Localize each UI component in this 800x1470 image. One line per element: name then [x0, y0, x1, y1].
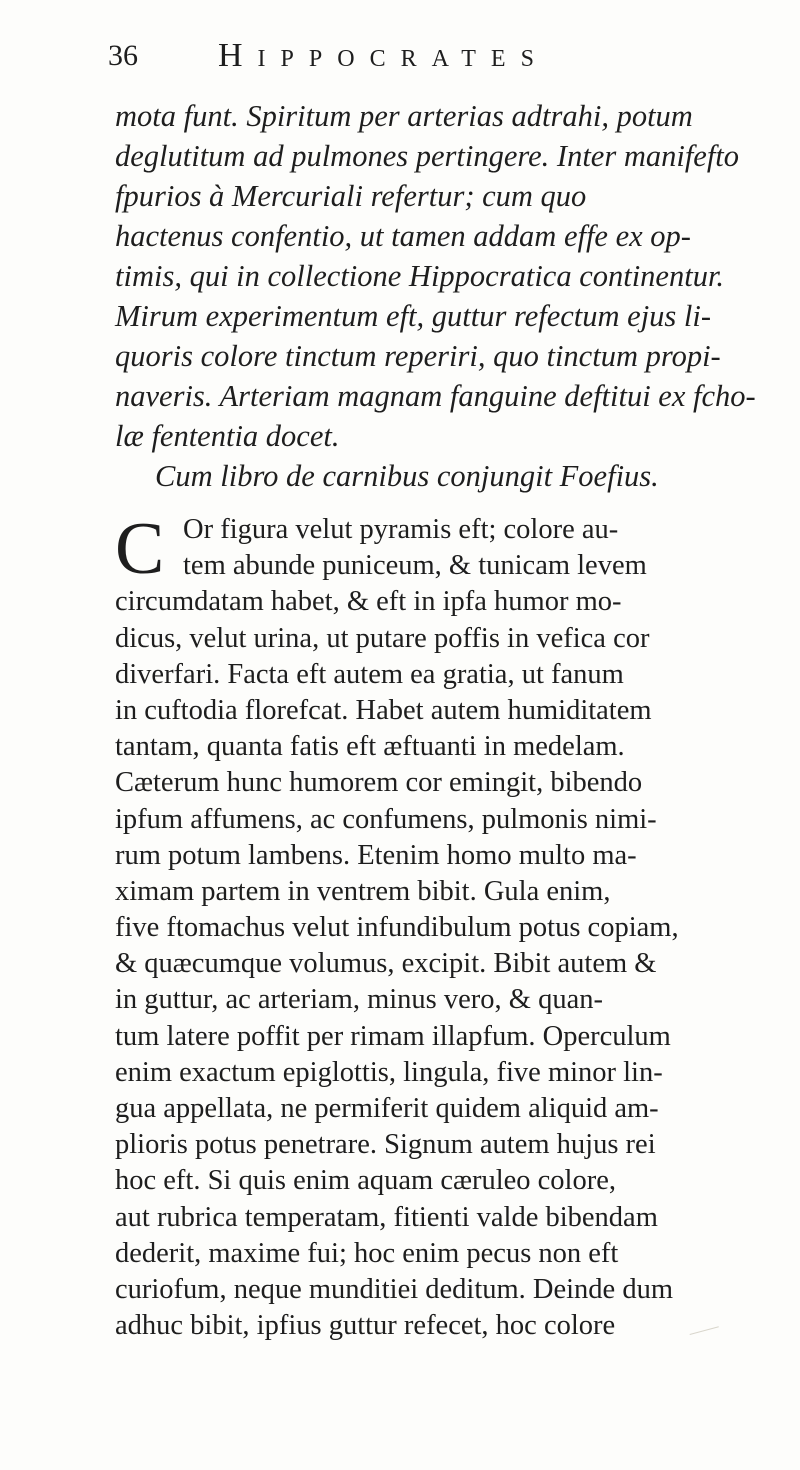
- text-line: circumdatam habet, & eft in ipfa humor mo-: [115, 586, 622, 618]
- text-line: plioris potus penetrare. Signum autem hujus rei: [115, 1129, 656, 1161]
- text-line: enim exactum epiglottis, lingula, five minor lin-: [115, 1056, 663, 1088]
- text-line: tum latere poffit per rimam illapfum. Operculum: [115, 1020, 671, 1052]
- commentary-line: naveris. Arteriam magnam fanguine deftitui ex fcho-: [115, 379, 756, 413]
- text-line: ipfum affumens, ac confumens, pulmonis nimi-: [115, 803, 657, 835]
- text-line: dicus, velut urina, ut putare poffis in vefica cor: [115, 622, 650, 654]
- page-number: 36: [108, 39, 138, 72]
- text-line: gua appellata, ne permiferit quidem aliquid am-: [115, 1093, 659, 1124]
- text-line: aut rubrica temperatam, fitienti valde bibendam: [115, 1201, 658, 1233]
- commentary-line: Cum libro de carnibus conjungit Foefius.: [155, 459, 659, 493]
- text-line: hoc eft. Si quis enim aquam cæruleo colore,: [115, 1165, 616, 1197]
- text-line: dederit, maxime fui; hoc enim pecus non eft: [115, 1237, 619, 1269]
- text-line: Or figura velut pyramis eft; colore au-: [183, 514, 619, 545]
- commentary-line: mota funt. Spiritum per arterias adtrahi, potum: [115, 99, 693, 133]
- text-line: & quæcumque volumus, excipit. Bibit autem &: [115, 948, 657, 980]
- text-line: tantam, quanta fatis eft æftuanti in medelam.: [115, 731, 625, 763]
- text-line: curiofum, neque munditiei deditum. Deinde dum: [115, 1273, 674, 1305]
- commentary-line: deglutitum ad pulmones pertingere. Inter manifefto: [115, 139, 740, 173]
- text-line: rum potum lambens. Etenim homo multo ma-: [115, 839, 637, 871]
- commentary-line: fpurios à Mercuriali refertur; cum quo: [115, 179, 587, 213]
- text-line: Cæterum hunc humorem cor emingit, bibendo: [115, 767, 643, 799]
- text-line: in cuftodia florefcat. Habet autem humiditatem: [115, 694, 652, 726]
- commentary-line: læ fententia docet.: [115, 419, 340, 453]
- text-line: ximam partem in ventrem bibit. Gula enim,: [115, 875, 611, 907]
- main-text-block: [115, 508, 765, 1344]
- text-line: adhuc bibit, ipfius guttur refecet, hoc colore: [115, 1310, 616, 1342]
- text-line: in guttur, ac arteriam, minus vero, & quan-: [115, 984, 603, 1016]
- commentary-block: [115, 96, 765, 496]
- commentary-line: timis, qui in collectione Hippocratica continentur.: [115, 259, 725, 293]
- page-body: [115, 96, 765, 1344]
- page-header: [108, 34, 768, 82]
- commentary-line: Mirum experimentum eft, guttur refectum ejus li-: [115, 299, 712, 333]
- text-line: diverfari. Facta eft autem ea gratia, ut fanum: [115, 658, 624, 690]
- running-head: Hippocrates: [218, 37, 549, 74]
- commentary-line: quoris colore tinctum reperiri, quo tinctum propi-: [115, 339, 721, 373]
- text-line: tem abunde puniceum, & tunicam levem: [183, 550, 647, 582]
- text-line: five ftomachus velut infundibulum potus copiam,: [115, 912, 679, 944]
- drop-cap-initial: C: [115, 508, 165, 590]
- commentary-line: hactenus confentio, ut tamen addam effe ex op-: [115, 219, 691, 253]
